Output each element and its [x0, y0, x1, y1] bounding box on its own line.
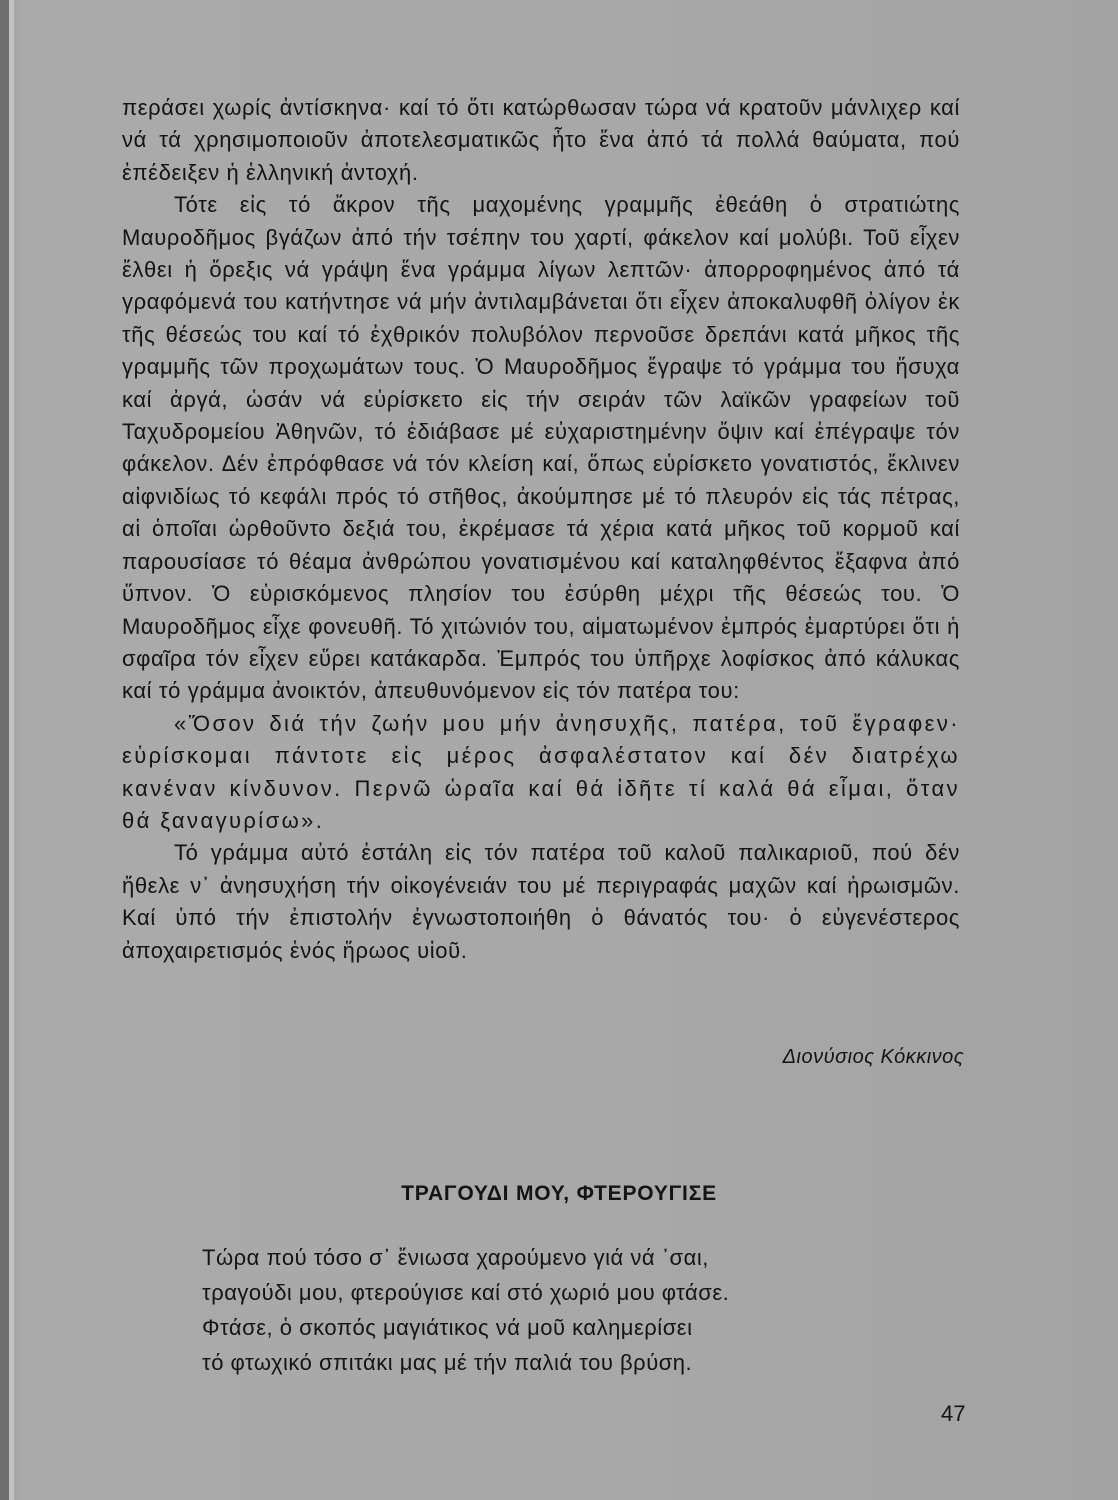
paragraph-opening: περάσει χωρίς ἀντίσκηνα· καί τό ὅτι κατώρθωσαν τώρα νά κρατοῦν μάνλιχερ καί νά τά χρησιμοποιοῦν ἀποτελεσματικῶς ἦτο ἕνα ἀπό τά πολλά θαύματα, πού ἐπέδειξεν ἡ ἑλληνική ἀντοχή. — [122, 95, 960, 185]
poem-title: ΤΡΑΓΟΥΔΙ ΜΟΥ, ΦΤΕΡΟΥΓΙΣΕ — [401, 1182, 717, 1205]
article-body — [122, 92, 960, 967]
poem-line: τραγούδι μου, φτερούγισε καί στό χωριό μου φτάσε. — [202, 1280, 730, 1305]
letter-quote: «Ὅσον διά τήν ζωήν μου μήν ἀνησυχῆς, πατέρα, τοῦ ἔγραφεν· εὑρίσκομαι πάντοτε εἰς μέρος ἀσφαλέστατον καί δέν διατρέχω κανέναν κίνδυνον. Περνῶ ὡραῖα καί θά ἰδῆτε τί καλά θά εἶμαι, ὅταν θά ξαναγυρίσω». — [122, 710, 960, 833]
book-spine-shadow — [0, 0, 9, 1500]
author-signature: Διονύσιος Κόκκινος — [782, 1046, 964, 1068]
page-number: 47 — [941, 1401, 966, 1426]
paragraph-closing: Τό γράμμα αὐτό ἐστάλη εἰς τόν πατέρα τοῦ καλοῦ παλικαριοῦ, πού δέν ἤθελε ν᾽ ἀνησυχήση τήν οἰκογένειάν του μέ περιγραφάς μαχῶν καί ἡρωισμῶν. Καί ὑπό τήν ἐπιστολήν ἐγνωστοποιήθη ὁ θάνατός του· ὁ εὐγενέστερος ἀποχαιρετισμός ἑνός ἥρωος υἱοῦ. — [122, 840, 960, 963]
poem-line: Φτάσε, ὁ σκοπός μαγιάτικος νά μοῦ καλημερίσει — [202, 1315, 693, 1340]
book-spine-edge — [9, 0, 14, 1500]
poem-line: τό φτωχικό σπιτάκι μας μέ τήν παλιά του βρύση. — [202, 1350, 693, 1375]
poem-stanza — [202, 1240, 842, 1380]
paragraph-mavrodimos: Τότε εἰς τό ἄκρον τῆς μαχομένης γραμμῆς ἐθεάθη ὁ στρατιώτης Μαυροδῆμος βγάζων ἀπό τήν τσέπην του χαρτί, φάκελον καί μολύβι. Τοῦ εἶχεν ἔλθει ἡ ὄρεξις νά γράψη ἕνα γράμμα λίγων λεπτῶν· ἀπορροφημένος ἀπό τά γραφόμενά του κατήντησε νά μήν ἀντιλαμβάνεται ὅτι εἶχεν ἀποκαλυφθῆ ὀλίγον ἐκ τῆς θέσεώς του καί τό ἐχθρικόν πολυβόλον περνοῦσε δρεπάνι κατά μῆκος τῆς γραμμῆς τῶν προχωμάτων τους. Ὁ Μαυροδῆμος ἔγραψε τό γράμμα του ἥσυχα καί ἀργά, ὡσάν νά εὑρίσκετο εἰς τήν σειράν τῶν λαϊκῶν γραφείων τοῦ Ταχυδρομείου Ἀθηνῶν, τό ἐδιάβασε μέ εὐχαριστημένην ὄψιν καί ἐπέγραψε τόν φάκελον. Δέν ἐπρόφθασε νά τόν κλείση καί, ὅπως εὑρίσκετο γονατιστός, ἔκλινεν αἰφνιδίως τό κεφάλι πρός τό στῆθος, ἀκούμπησε μέ τό πλευρόν εἰς τάς πέτρας, αἱ ὁποῖαι ὡρθοῦντο δεξιά του, ἐκρέμασε τά χέρια κατά μῆκος τοῦ κορμοῦ καί παρουσίασε τό θέαμα ἀνθρώπου γονατισμένου καί καταληφθέντος ἔξαφνα ἀπό ὕπνον. Ὁ εὑρισκόμενος πλησίον του ἐσύρθη μέχρι τῆς θέσεώς του. Ὁ Μαυροδῆμος εἶχε φονευθῆ. Τό χιτώνιόν του, αἱματωμένον ἐμπρός ἐμαρτύρει ὅτι ἡ σφαῖρα τόν εἶχεν εὕρει κατάκαρδα. Ἐμπρός του ὑπῆρχε λοφίσκος ἀπό κάλυκας καί τό γράμμα ἀνοικτόν, ἀπευθυνόμενον εἰς τόν πατέρα του: — [122, 192, 960, 704]
poem-line: Τώρα πού τόσο σ᾽ ἔνιωσα χαρούμενο γιά νά ᾽σαι, — [202, 1245, 709, 1270]
